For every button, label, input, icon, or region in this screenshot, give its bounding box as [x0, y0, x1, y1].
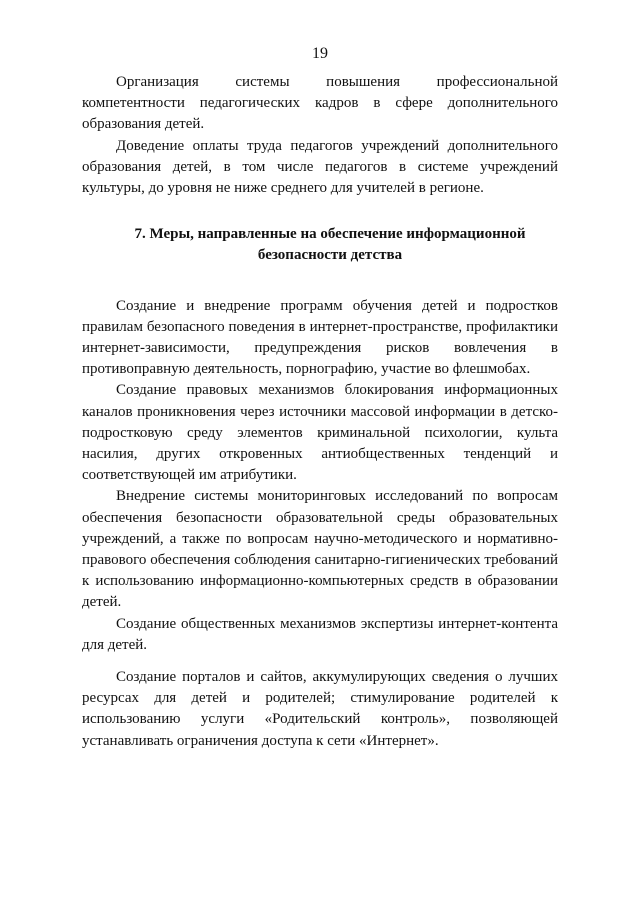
page-content [82, 72, 558, 752]
section-heading [82, 224, 558, 266]
section-heading-line-1: 7. Меры, направленные на обеспечение информационной [134, 226, 526, 243]
section-paragraph-1: Создание и внедрение программ обучения детей и подростков правилам безопасного поведения в интернет-пространстве, профилактики интернет-зависимости, предупреждения рисков вовлечения в противоправную деятельность, порнографию, участие во флешмобах. [82, 297, 558, 378]
section-paragraph-4: Создание общественных механизмов экспертизы интернет-контента для детей. [82, 615, 558, 653]
page-number: 19 [312, 45, 328, 62]
section-heading-line-2: безопасности детства [257, 247, 403, 264]
section-paragraph-3: Внедрение системы мониторинговых исследований по вопросам обеспечения безопасности образовательной среды образовательных учреждений, а также по вопросам научно-методического и нормативно-правового обеспечения соблюдения санитарно-гигиенических требований к использованию информационно-компьютерных средств в образовании детей. [82, 488, 558, 611]
section-paragraph-5: Создание порталов и сайтов, аккумулирующих сведения о лучших ресурсах для детей и родителей; стимулирование родителей к использованию услуги «Родительский контроль», позволяющей устанавливать ограничения доступа к сети «Интернет». [82, 669, 558, 749]
spacer [82, 199, 558, 224]
intro-paragraph-1: Организация системы повышения профессиональной компетентности педагогических кадров в сфере дополнительного образования детей. [82, 74, 558, 133]
section-paragraph-2: Создание правовых механизмов блокирования информационных каналов проникновения через источники массовой информации в детско-подростковую среду элементов криминальной психологии, культа насилия, других откровенных антиобщественных тенденций и соответствующей им атрибутики. [82, 382, 558, 484]
spacer [82, 267, 558, 296]
spacer [82, 656, 558, 667]
intro-paragraph-2: Доведение оплаты труда педагогов учреждений дополнительного образования детей, в том числе педагогов в системе учреждений культуры, до уровня не ниже среднего для учителей в регионе. [82, 137, 558, 197]
